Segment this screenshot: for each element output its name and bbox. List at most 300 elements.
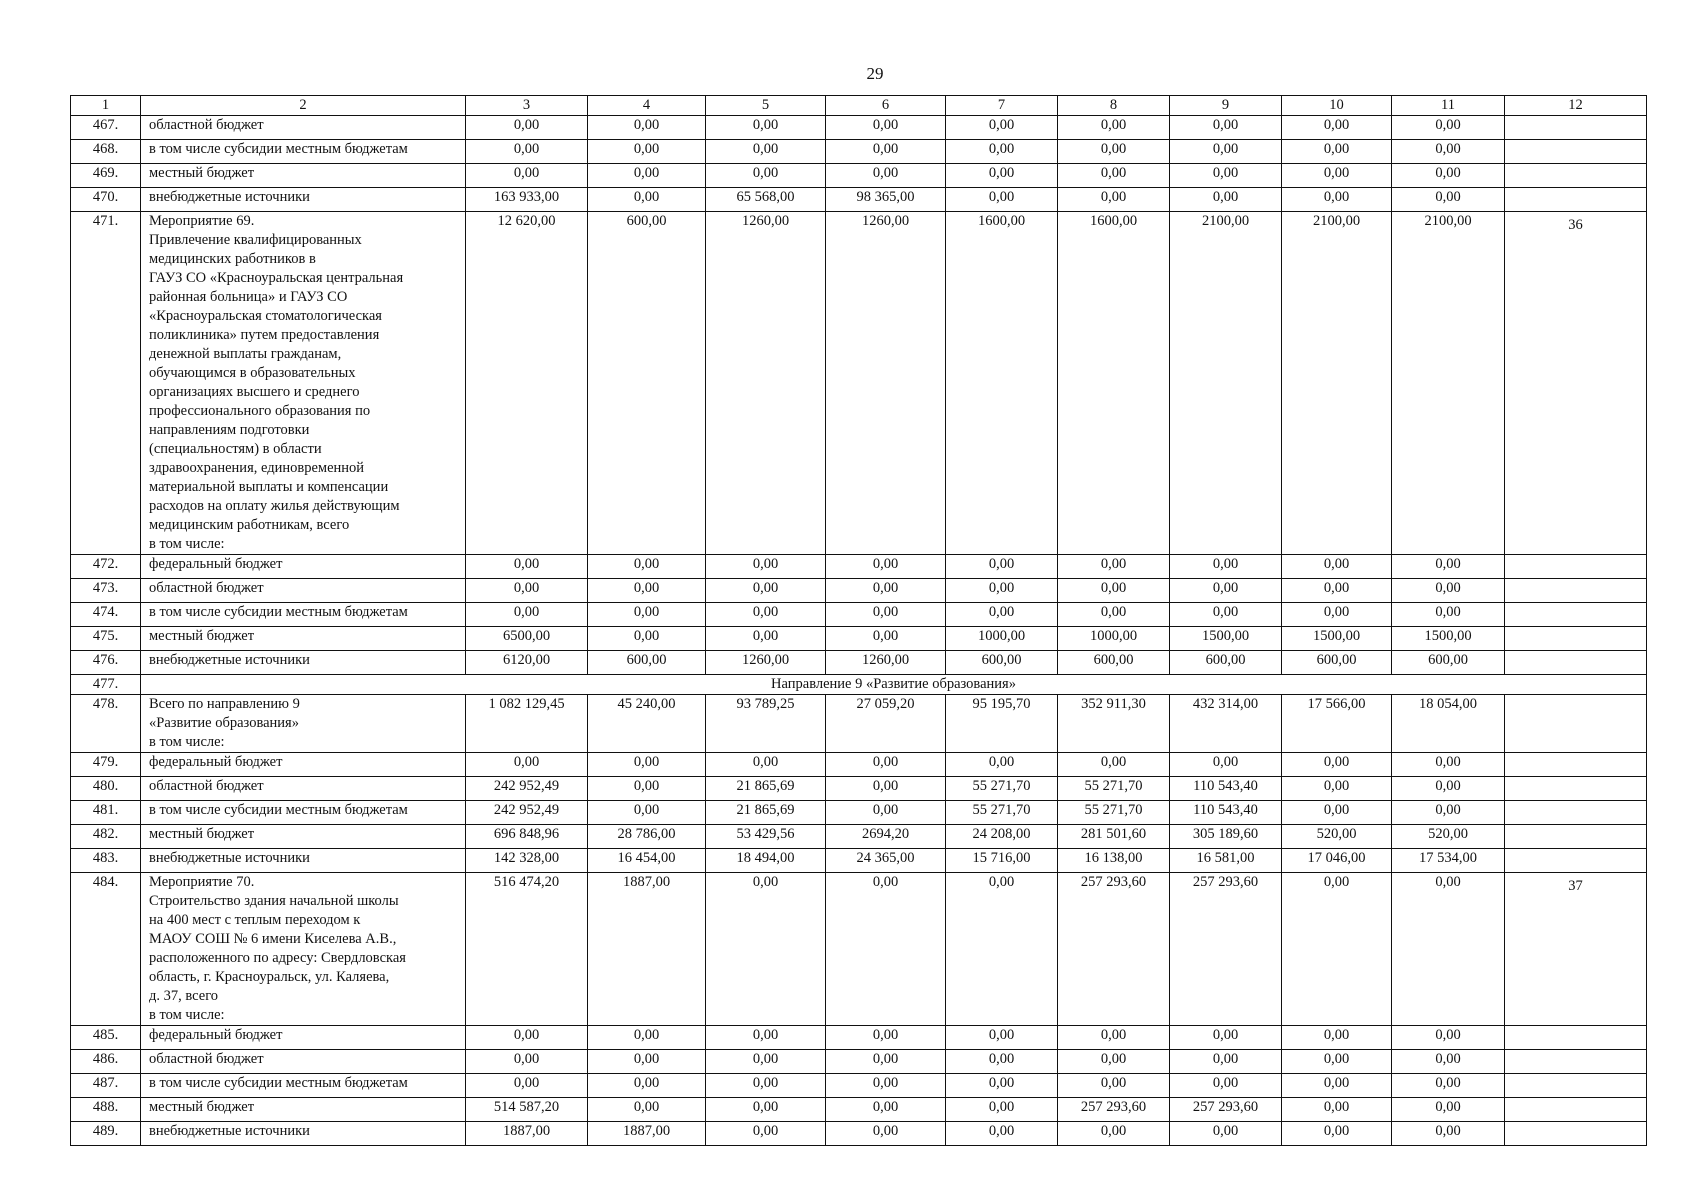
value-cell: 305 189,60 [1170,825,1282,849]
row-label-line: Мероприятие 70. [149,874,255,890]
value-cell: 0,00 [588,1026,706,1050]
value-cell: 0,00 [1282,579,1392,603]
table-row [71,188,1647,212]
value-cell: 17 534,00 [1392,849,1505,873]
value-cell: 28 786,00 [588,825,706,849]
row-label-line: на 400 мест с теплым переходом к [149,912,361,928]
value-cell: 1260,00 [706,651,826,675]
value-cell: 0,00 [588,603,706,627]
value-cell: 0,00 [1392,753,1505,777]
value-cell: 0,00 [1392,188,1505,212]
table-row [71,1050,1647,1074]
value-cell: 55 271,70 [1058,801,1170,825]
row-label-line: в том числе субсидии местным бюджетам [149,604,408,620]
column-header: 9 [1170,96,1282,116]
value-cell: 0,00 [826,579,946,603]
value-cell: 0,00 [1170,1122,1282,1146]
row-number: 476. [71,651,141,675]
table-row [71,627,1647,651]
value-cell: 0,00 [1392,603,1505,627]
value-cell: 1 082 129,45 [466,695,588,753]
column-header: 8 [1058,96,1170,116]
value-cell: 0,00 [1282,753,1392,777]
value-cell: 0,00 [1282,1026,1392,1050]
value-cell: 0,00 [946,1074,1058,1098]
value-cell: 0,00 [1392,164,1505,188]
row-number: 470. [71,188,141,212]
table-row [71,651,1647,675]
row-label-line: в том числе субсидии местным бюджетам [149,1075,408,1091]
value-cell: 0,00 [1392,555,1505,579]
row-label [141,188,466,212]
row-label-line: областной бюджет [149,117,264,133]
value-cell: 0,00 [588,555,706,579]
row-label [141,1026,466,1050]
row-label-line: внебюджетные источники [149,652,310,668]
value-cell: 0,00 [1282,116,1392,140]
value-cell: 0,00 [826,873,946,1026]
row-number: 473. [71,579,141,603]
row-label-line: (специальностям) в области [149,441,322,457]
value-cell: 0,00 [1058,116,1170,140]
value-cell: 0,00 [466,555,588,579]
row-label [141,849,466,873]
row-label-line: районная больница» и ГАУЗ СО [149,289,348,305]
column-header: 5 [706,96,826,116]
row-label-line: областной бюджет [149,580,264,596]
value-cell: 257 293,60 [1170,873,1282,1026]
row-number: 488. [71,1098,141,1122]
value-cell: 520,00 [1392,825,1505,849]
value-cell: 0,00 [1282,603,1392,627]
value-cell: 0,00 [466,116,588,140]
value-cell: 21 865,69 [706,777,826,801]
value-cell: 600,00 [1170,651,1282,675]
value-cell: 0,00 [1392,1050,1505,1074]
value-cell: 16 581,00 [1170,849,1282,873]
value-cell: 0,00 [466,1026,588,1050]
value-cell: 0,00 [706,753,826,777]
section-row [71,675,1647,695]
value-cell: 432 314,00 [1170,695,1282,753]
value-cell: 0,00 [466,603,588,627]
value-cell: 600,00 [946,651,1058,675]
row-label-line: расходов на оплату жилья действующим [149,498,400,514]
note-cell [1505,1050,1647,1074]
value-cell: 0,00 [826,1098,946,1122]
value-cell: 0,00 [1282,1050,1392,1074]
column-header: 10 [1282,96,1392,116]
row-label-line: местный бюджет [149,826,255,842]
note-cell [1505,1026,1647,1050]
value-cell: 0,00 [1058,1026,1170,1050]
value-cell: 0,00 [1170,555,1282,579]
value-cell: 0,00 [1282,164,1392,188]
row-label-line: «Развитие образования» [149,715,299,731]
row-label-line: область, г. Красноуральск, ул. Каляева, [149,969,390,985]
value-cell: 0,00 [588,164,706,188]
value-cell: 0,00 [588,753,706,777]
row-label-line: местный бюджет [149,628,255,644]
value-cell: 0,00 [1058,579,1170,603]
value-cell: 15 716,00 [946,849,1058,873]
note-cell [1505,1074,1647,1098]
value-cell: 0,00 [826,801,946,825]
value-cell: 1000,00 [946,627,1058,651]
value-cell: 0,00 [946,188,1058,212]
row-label-line: организациях высшего и среднего [149,384,360,400]
value-cell: 110 543,40 [1170,777,1282,801]
row-number: 486. [71,1050,141,1074]
note-cell [1505,695,1647,753]
row-label-line: здравоохранения, единовременной [149,460,365,476]
value-cell: 1260,00 [826,212,946,555]
value-cell: 45 240,00 [588,695,706,753]
value-cell: 0,00 [1392,1122,1505,1146]
table-row [71,777,1647,801]
value-cell: 0,00 [1392,1098,1505,1122]
value-cell: 0,00 [588,140,706,164]
value-cell: 0,00 [1058,1050,1170,1074]
value-cell: 0,00 [1058,188,1170,212]
value-cell: 0,00 [1392,777,1505,801]
value-cell: 110 543,40 [1170,801,1282,825]
value-cell: 2100,00 [1282,212,1392,555]
value-cell: 0,00 [1392,140,1505,164]
value-cell: 514 587,20 [466,1098,588,1122]
value-cell: 0,00 [946,873,1058,1026]
value-cell: 98 365,00 [826,188,946,212]
value-cell: 0,00 [826,1074,946,1098]
value-cell: 0,00 [1058,1074,1170,1098]
row-number: 483. [71,849,141,873]
value-cell: 0,00 [1170,603,1282,627]
value-cell: 0,00 [826,753,946,777]
note-cell [1505,753,1647,777]
row-label [141,777,466,801]
note-cell [1505,825,1647,849]
row-label-line: областной бюджет [149,1051,264,1067]
row-label-line: федеральный бюджет [149,1027,283,1043]
value-cell: 0,00 [1392,1074,1505,1098]
value-cell: 0,00 [466,1050,588,1074]
row-label [141,140,466,164]
row-label-line: поликлиника» путем предоставления [149,327,380,343]
value-cell: 0,00 [1282,188,1392,212]
value-cell: 55 271,70 [1058,777,1170,801]
row-label [141,873,466,1026]
value-cell: 0,00 [1170,116,1282,140]
value-cell: 0,00 [588,1074,706,1098]
value-cell: 17 566,00 [1282,695,1392,753]
table-row [71,212,1647,555]
value-cell: 257 293,60 [1170,1098,1282,1122]
page-number: 29 [866,64,884,83]
table-row [71,1122,1647,1146]
row-label [141,212,466,555]
row-number: 479. [71,753,141,777]
value-cell: 600,00 [1282,651,1392,675]
row-label-line: медицинским работникам, всего [149,517,350,533]
value-cell: 0,00 [706,1074,826,1098]
note-cell [1505,777,1647,801]
table-row [71,1098,1647,1122]
value-cell: 0,00 [1058,603,1170,627]
value-cell: 0,00 [946,603,1058,627]
value-cell: 0,00 [1170,1026,1282,1050]
value-cell: 2100,00 [1170,212,1282,555]
value-cell: 257 293,60 [1058,1098,1170,1122]
row-label-line: местный бюджет [149,1099,255,1115]
value-cell: 1887,00 [588,1122,706,1146]
value-cell: 55 271,70 [946,777,1058,801]
value-cell: 0,00 [466,140,588,164]
column-header: 11 [1392,96,1505,116]
row-label-line: внебюджетные источники [149,1123,310,1139]
value-cell: 1260,00 [706,212,826,555]
row-label-line: в том числе: [149,1007,225,1023]
value-cell: 0,00 [1058,753,1170,777]
value-cell: 0,00 [1170,753,1282,777]
row-number: 468. [71,140,141,164]
value-cell: 600,00 [588,212,706,555]
value-cell: 0,00 [826,777,946,801]
value-cell: 65 568,00 [706,188,826,212]
row-label [141,1098,466,1122]
value-cell: 0,00 [1170,188,1282,212]
value-cell: 0,00 [1392,873,1505,1026]
row-label-line: Мероприятие 69. [149,213,255,229]
value-cell: 0,00 [706,1122,826,1146]
value-cell: 0,00 [826,1122,946,1146]
note-cell [1505,651,1647,675]
value-cell: 0,00 [826,116,946,140]
value-cell: 0,00 [1170,579,1282,603]
value-cell: 16 138,00 [1058,849,1170,873]
table-row [71,140,1647,164]
table-row [71,695,1647,753]
row-number: 477. [71,675,141,695]
value-cell: 0,00 [946,555,1058,579]
value-cell: 6120,00 [466,651,588,675]
value-cell: 1600,00 [946,212,1058,555]
value-cell: 27 059,20 [826,695,946,753]
note-cell [1505,1122,1647,1146]
note-cell [1505,579,1647,603]
value-cell: 0,00 [1170,164,1282,188]
value-cell: 0,00 [1058,140,1170,164]
row-label [141,825,466,849]
note-cell [1505,801,1647,825]
row-number: 481. [71,801,141,825]
value-cell: 1500,00 [1170,627,1282,651]
value-cell: 1887,00 [588,873,706,1026]
value-cell: 600,00 [1392,651,1505,675]
value-cell: 0,00 [946,753,1058,777]
value-cell: 0,00 [706,1050,826,1074]
value-cell: 24 208,00 [946,825,1058,849]
row-label [141,555,466,579]
value-cell: 0,00 [1282,873,1392,1026]
row-number: 487. [71,1074,141,1098]
value-cell: 142 328,00 [466,849,588,873]
row-label-line: областной бюджет [149,778,264,794]
value-cell: 0,00 [706,164,826,188]
value-cell: 0,00 [588,1098,706,1122]
value-cell: 0,00 [1058,1122,1170,1146]
note-cell [1505,555,1647,579]
row-label-line: «Красноуральская стоматологическая [149,308,382,324]
value-cell: 95 195,70 [946,695,1058,753]
value-cell: 0,00 [1170,1050,1282,1074]
row-label [141,116,466,140]
row-label-line: в том числе: [149,536,225,552]
row-number: 482. [71,825,141,849]
row-number: 467. [71,116,141,140]
table-row [71,753,1647,777]
note-cell [1505,627,1647,651]
value-cell: 0,00 [1392,579,1505,603]
value-cell: 6500,00 [466,627,588,651]
row-label-line: профессионального образования по [149,403,371,419]
value-cell: 0,00 [1282,1122,1392,1146]
row-label [141,603,466,627]
value-cell: 242 952,49 [466,777,588,801]
row-number: 489. [71,1122,141,1146]
value-cell: 0,00 [946,164,1058,188]
column-number-header [71,96,1647,116]
value-cell: 696 848,96 [466,825,588,849]
value-cell: 0,00 [1392,801,1505,825]
value-cell: 0,00 [826,140,946,164]
value-cell: 281 501,60 [1058,825,1170,849]
value-cell: 0,00 [466,1074,588,1098]
value-cell: 0,00 [588,579,706,603]
value-cell: 12 620,00 [466,212,588,555]
value-cell: 0,00 [1170,140,1282,164]
value-cell: 0,00 [588,1050,706,1074]
note-cell [1505,164,1647,188]
row-label-line: направлениям подготовки [149,422,310,438]
row-label-line: медицинских работников в [149,251,316,267]
table-row [71,555,1647,579]
value-cell: 0,00 [588,801,706,825]
row-label-line: в том числе субсидии местным бюджетам [149,141,408,157]
value-cell: 0,00 [826,603,946,627]
value-cell: 0,00 [946,579,1058,603]
column-header: 3 [466,96,588,116]
row-label [141,1050,466,1074]
value-cell: 0,00 [1282,801,1392,825]
table-row [71,579,1647,603]
value-cell: 242 952,49 [466,801,588,825]
value-cell: 0,00 [1392,1026,1505,1050]
row-label [141,164,466,188]
column-header: 4 [588,96,706,116]
row-label [141,1074,466,1098]
table-row [71,603,1647,627]
value-cell: 1000,00 [1058,627,1170,651]
table-row [71,1026,1647,1050]
row-label-line: местный бюджет [149,165,255,181]
row-label-line: расположенного по адресу: Свердловская [149,950,406,966]
value-cell: 516 474,20 [466,873,588,1026]
value-cell: 0,00 [946,1122,1058,1146]
table-row [71,1074,1647,1098]
value-cell: 0,00 [466,579,588,603]
value-cell: 163 933,00 [466,188,588,212]
column-header: 7 [946,96,1058,116]
value-cell: 0,00 [826,627,946,651]
budget-table [70,95,1647,1146]
value-cell: 0,00 [706,873,826,1026]
value-cell: 0,00 [826,555,946,579]
value-cell: 0,00 [946,140,1058,164]
value-cell: 16 454,00 [588,849,706,873]
note-cell: 36 [1505,212,1647,555]
value-cell: 0,00 [1282,1074,1392,1098]
value-cell: 0,00 [706,555,826,579]
value-cell: 0,00 [946,1050,1058,1074]
value-cell: 600,00 [588,651,706,675]
note-cell [1505,849,1647,873]
value-cell: 1500,00 [1282,627,1392,651]
value-cell: 55 271,70 [946,801,1058,825]
value-cell: 24 365,00 [826,849,946,873]
value-cell: 0,00 [1058,164,1170,188]
row-label-line: ГАУЗ СО «Красноуральская центральная [149,270,404,286]
value-cell: 0,00 [706,116,826,140]
table-row [71,825,1647,849]
row-number: 471. [71,212,141,555]
value-cell: 0,00 [706,603,826,627]
row-label [141,651,466,675]
row-label-line: внебюджетные источники [149,189,310,205]
row-number: 469. [71,164,141,188]
value-cell: 0,00 [1282,140,1392,164]
table-row [71,116,1647,140]
value-cell: 0,00 [946,1026,1058,1050]
row-label-line: обучающимся в образовательных [149,365,356,381]
value-cell: 2100,00 [1392,212,1505,555]
value-cell: 0,00 [466,753,588,777]
value-cell: 18 494,00 [706,849,826,873]
table-row [71,849,1647,873]
table-row [71,164,1647,188]
value-cell: 18 054,00 [1392,695,1505,753]
value-cell: 0,00 [706,140,826,164]
value-cell: 0,00 [826,1050,946,1074]
row-label [141,627,466,651]
value-cell: 17 046,00 [1282,849,1392,873]
value-cell: 0,00 [588,116,706,140]
row-label-line: денежной выплаты гражданам, [149,346,342,362]
value-cell: 21 865,69 [706,801,826,825]
row-label [141,579,466,603]
value-cell: 93 789,25 [706,695,826,753]
row-label-line: МАОУ СОШ № 6 имени Киселева А.В., [149,931,397,947]
value-cell: 0,00 [1282,1098,1392,1122]
row-label-line: Строительство здания начальной школы [149,893,399,909]
value-cell: 1500,00 [1392,627,1505,651]
value-cell: 2694,20 [826,825,946,849]
note-cell [1505,188,1647,212]
value-cell: 0,00 [1282,777,1392,801]
row-number: 472. [71,555,141,579]
value-cell: 0,00 [588,777,706,801]
value-cell: 0,00 [826,164,946,188]
row-label-line: в том числе: [149,734,225,750]
